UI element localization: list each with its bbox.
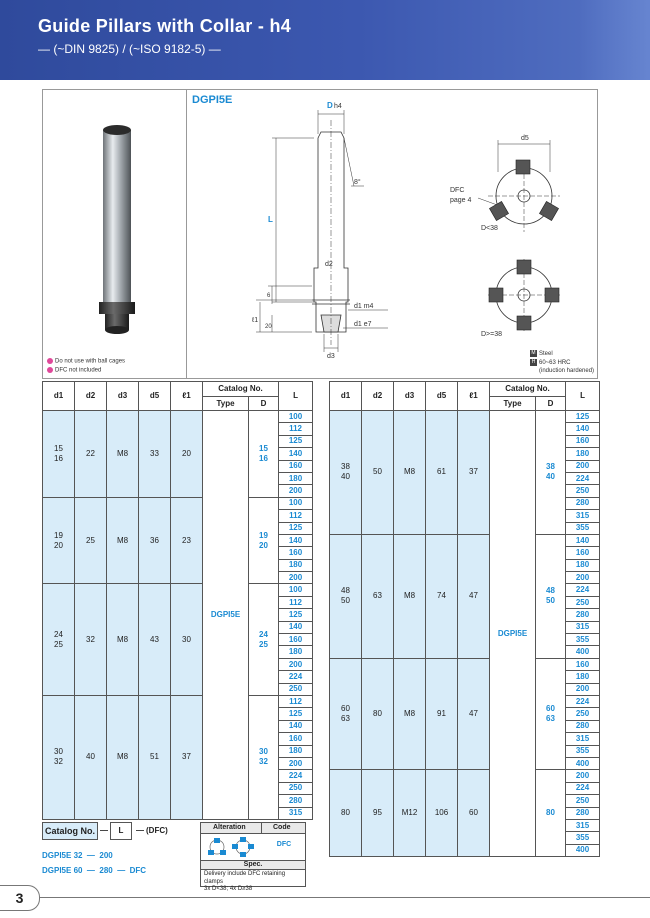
cell-L: 112 xyxy=(279,596,313,608)
pillar-photo xyxy=(43,90,185,378)
cell-L: 140 xyxy=(279,534,313,546)
material-icon: M xyxy=(531,350,536,356)
cell-L: 280 xyxy=(566,497,600,509)
table-row xyxy=(330,411,600,423)
cell-L: 200 xyxy=(279,485,313,497)
note-ball-cages: Do not use with ball cages xyxy=(47,358,125,365)
cell-L: 280 xyxy=(279,795,313,807)
cell-L: 224 xyxy=(566,584,600,596)
cell-d5: 51 xyxy=(139,695,171,819)
cell-l1: 47 xyxy=(458,658,490,770)
cell-L: 224 xyxy=(279,770,313,782)
cell-L: 224 xyxy=(566,782,600,794)
cell-l1: 37 xyxy=(458,411,490,535)
cell-d5: 91 xyxy=(426,658,458,770)
material-steel: M Steel xyxy=(531,350,553,358)
col-d5: d5 xyxy=(426,382,458,411)
col-D: D xyxy=(249,397,279,411)
cell-L: 112 xyxy=(279,695,313,707)
cell-L: 125 xyxy=(566,411,600,423)
dim-6: 6 xyxy=(267,293,271,299)
cell-L: 224 xyxy=(566,472,600,484)
spec-text: Delivery include DFC retaining clamps 3x D<38; 4x D≥38 xyxy=(204,871,286,892)
cell-L: 250 xyxy=(566,485,600,497)
cell-L: 160 xyxy=(566,435,600,447)
alteration-code: DFC xyxy=(276,841,292,848)
cell-D: 38 40 xyxy=(536,411,566,535)
cell-L: 140 xyxy=(566,534,600,546)
spec-table-right xyxy=(329,381,600,857)
cell-L: 250 xyxy=(279,683,313,695)
header-wave xyxy=(580,0,650,80)
cell-L: 355 xyxy=(566,745,600,757)
col-d5: d5 xyxy=(139,382,171,411)
cell-L: 400 xyxy=(566,844,600,856)
col-l1: ℓ1 xyxy=(458,382,490,411)
cell-D: 15 16 xyxy=(249,411,279,498)
cell-d1: 38 40 xyxy=(330,411,362,535)
cell-L: 180 xyxy=(279,559,313,571)
cell-D: 19 20 xyxy=(249,497,279,584)
col-catalog: Catalog No. xyxy=(203,382,279,397)
cell-D: 30 32 xyxy=(249,695,279,819)
cell-L: 315 xyxy=(566,819,600,831)
cell-d2: 40 xyxy=(75,695,107,819)
cell-L: 180 xyxy=(279,745,313,757)
cell-d1: 30 32 xyxy=(43,695,75,819)
cell-L: 140 xyxy=(279,448,313,460)
cell-L: 125 xyxy=(279,609,313,621)
cell-l1: 60 xyxy=(458,770,490,857)
page-title: Guide Pillars with Collar - h4 xyxy=(38,16,292,36)
cell-L: 224 xyxy=(279,671,313,683)
cell-L: 355 xyxy=(566,634,600,646)
alteration-header xyxy=(201,823,305,834)
cell-d3: M8 xyxy=(107,411,139,498)
cell-d1: 24 25 xyxy=(43,584,75,696)
table-row xyxy=(330,534,600,546)
dim-d1e7: d1 e7 xyxy=(354,321,372,328)
figure-code: DGPI5E xyxy=(192,94,233,106)
cell-d1: 80 xyxy=(330,770,362,857)
dim-d3: d3 xyxy=(327,353,335,360)
cell-d2: 63 xyxy=(362,534,394,658)
cell-d3: M8 xyxy=(394,411,426,535)
cell-L: 355 xyxy=(566,522,600,534)
cell-L: 200 xyxy=(279,572,313,584)
cell-d5: 36 xyxy=(139,497,171,584)
cell-D: 48 50 xyxy=(536,534,566,658)
warning-icon xyxy=(47,367,53,373)
cell-type: DGPI5E xyxy=(203,411,249,820)
col-catalog: Catalog No. xyxy=(490,382,566,397)
table-row xyxy=(330,770,600,782)
warning-icon xyxy=(47,358,53,364)
cell-L: 180 xyxy=(566,448,600,460)
cell-L: 200 xyxy=(566,683,600,695)
cell-L: 315 xyxy=(566,510,600,522)
cell-L: 100 xyxy=(279,584,313,596)
footer-line xyxy=(40,897,650,898)
cell-L: 315 xyxy=(566,621,600,633)
d-lt-38: D<38 xyxy=(481,225,498,232)
page-number: 3 xyxy=(0,885,40,911)
order-catalog-label: Catalog No. xyxy=(42,822,98,840)
cell-d2: 80 xyxy=(362,658,394,770)
cell-L: 140 xyxy=(566,423,600,435)
table-row xyxy=(43,584,313,596)
cell-l1: 47 xyxy=(458,534,490,658)
d-ge-38: D>=38 xyxy=(481,331,503,338)
cell-L: 160 xyxy=(279,460,313,472)
dim-angle: 8° xyxy=(354,179,361,186)
cell-L: 200 xyxy=(279,658,313,670)
col-L: L xyxy=(566,382,600,411)
order-dfc-label: (DFC) xyxy=(146,826,168,835)
order-example-row-1: DGPI5E 32 — 200 xyxy=(42,851,113,860)
dfc-clamp-icon xyxy=(203,836,259,858)
cell-d5: 74 xyxy=(426,534,458,658)
cell-L: 250 xyxy=(566,596,600,608)
cell-L: 180 xyxy=(279,472,313,484)
dim-d1m4: d1 m4 xyxy=(354,303,374,310)
alteration-title: Alteration xyxy=(213,824,246,831)
order-dash: — xyxy=(136,826,144,835)
alteration-code-title: Code xyxy=(273,824,291,831)
hardness: H 60~63 HRC xyxy=(531,359,571,367)
cell-L: 160 xyxy=(566,658,600,670)
cell-d2: 25 xyxy=(75,497,107,584)
col-type: Type xyxy=(490,397,536,411)
hardness-note: (induction hardened) xyxy=(539,368,595,374)
dim-d2: d2 xyxy=(325,261,333,268)
cell-L: 180 xyxy=(279,646,313,658)
cell-d1: 15 16 xyxy=(43,411,75,498)
col-d2: d2 xyxy=(362,382,394,411)
cell-L: 112 xyxy=(279,423,313,435)
table-row xyxy=(43,695,313,707)
cell-L: 280 xyxy=(566,807,600,819)
dim-h4: h4 xyxy=(334,103,342,110)
col-d1: d1 xyxy=(330,382,362,411)
cell-d3: M8 xyxy=(107,584,139,696)
col-L: L xyxy=(279,382,313,411)
cell-L: 280 xyxy=(566,609,600,621)
table-row xyxy=(43,497,313,509)
table-row xyxy=(330,658,600,670)
figure-divider xyxy=(186,90,187,378)
cell-d5: 61 xyxy=(426,411,458,535)
cell-L: 200 xyxy=(279,757,313,769)
cell-l1: 30 xyxy=(171,584,203,696)
cell-L: 400 xyxy=(566,646,600,658)
cell-L: 250 xyxy=(566,795,600,807)
note-dfc: DFC not included xyxy=(47,367,101,374)
dim-D: D xyxy=(327,101,333,110)
cell-L: 160 xyxy=(279,634,313,646)
cell-L: 125 xyxy=(279,435,313,447)
cell-L: 112 xyxy=(279,510,313,522)
cell-d3: M8 xyxy=(107,695,139,819)
order-L-label: L xyxy=(110,822,132,840)
cell-L: 180 xyxy=(566,671,600,683)
col-d2: d2 xyxy=(75,382,107,411)
cell-L: 315 xyxy=(566,733,600,745)
order-dash: — xyxy=(100,826,108,835)
cell-L: 180 xyxy=(566,559,600,571)
dim-d5: d5 xyxy=(521,135,529,142)
col-d3: d3 xyxy=(394,382,426,411)
product-figure xyxy=(42,89,598,379)
cell-d5: 43 xyxy=(139,584,171,696)
cell-d5: 33 xyxy=(139,411,171,498)
cell-L: 224 xyxy=(566,695,600,707)
cell-L: 140 xyxy=(279,621,313,633)
cell-L: 160 xyxy=(279,733,313,745)
cell-L: 400 xyxy=(566,757,600,769)
page-header xyxy=(0,0,650,80)
cell-d2: 22 xyxy=(75,411,107,498)
cell-L: 160 xyxy=(279,547,313,559)
cell-D: 80 xyxy=(536,770,566,857)
technical-drawing xyxy=(188,90,598,378)
order-example xyxy=(42,822,202,880)
cell-L: 200 xyxy=(566,572,600,584)
cell-L: 160 xyxy=(566,547,600,559)
cell-d5: 106 xyxy=(426,770,458,857)
cell-type: DGPI5E xyxy=(490,411,536,857)
cell-L: 250 xyxy=(279,782,313,794)
cell-L: 315 xyxy=(279,807,313,819)
table-row xyxy=(43,411,313,423)
dfc-label: DFC xyxy=(450,187,465,194)
col-d3: d3 xyxy=(107,382,139,411)
cell-L: 125 xyxy=(279,522,313,534)
col-l1: ℓ1 xyxy=(171,382,203,411)
cell-l1: 20 xyxy=(171,411,203,498)
cell-L: 100 xyxy=(279,497,313,509)
cell-L: 200 xyxy=(566,460,600,472)
col-type: Type xyxy=(203,397,249,411)
dim-l1: ℓ1 xyxy=(252,317,259,324)
cell-d1: 19 20 xyxy=(43,497,75,584)
cell-D: 24 25 xyxy=(249,584,279,696)
cell-d1: 48 50 xyxy=(330,534,362,658)
col-d1: d1 xyxy=(43,382,75,411)
cell-d2: 95 xyxy=(362,770,394,857)
spec-table-left xyxy=(42,381,313,820)
page-subtitle: — (~DIN 9825) / (~ISO 9182-5) — xyxy=(38,42,221,56)
cell-L: 250 xyxy=(566,708,600,720)
cell-d1: 60 63 xyxy=(330,658,362,770)
cell-l1: 23 xyxy=(171,497,203,584)
dim-20: 20 xyxy=(265,324,272,330)
cell-L: 140 xyxy=(279,720,313,732)
dfc-page: page 4 xyxy=(450,197,472,204)
cell-l1: 37 xyxy=(171,695,203,819)
cell-d2: 50 xyxy=(362,411,394,535)
cell-L: 280 xyxy=(566,720,600,732)
alteration-box xyxy=(200,822,306,892)
cell-L: 100 xyxy=(279,411,313,423)
order-example-row-2: DGPI5E 60 — 280 — DFC xyxy=(42,866,147,875)
dim-L: L xyxy=(268,215,273,224)
cell-L: 200 xyxy=(566,770,600,782)
spec-header: Spec. xyxy=(201,860,305,870)
col-D: D xyxy=(536,397,566,411)
cell-d2: 32 xyxy=(75,584,107,696)
cell-D: 60 63 xyxy=(536,658,566,770)
cell-d3: M12 xyxy=(394,770,426,857)
cell-L: 125 xyxy=(279,708,313,720)
hardness-icon: H xyxy=(531,359,536,365)
cell-d3: M8 xyxy=(107,497,139,584)
cell-L: 355 xyxy=(566,832,600,844)
cell-d3: M8 xyxy=(394,534,426,658)
cell-d3: M8 xyxy=(394,658,426,770)
